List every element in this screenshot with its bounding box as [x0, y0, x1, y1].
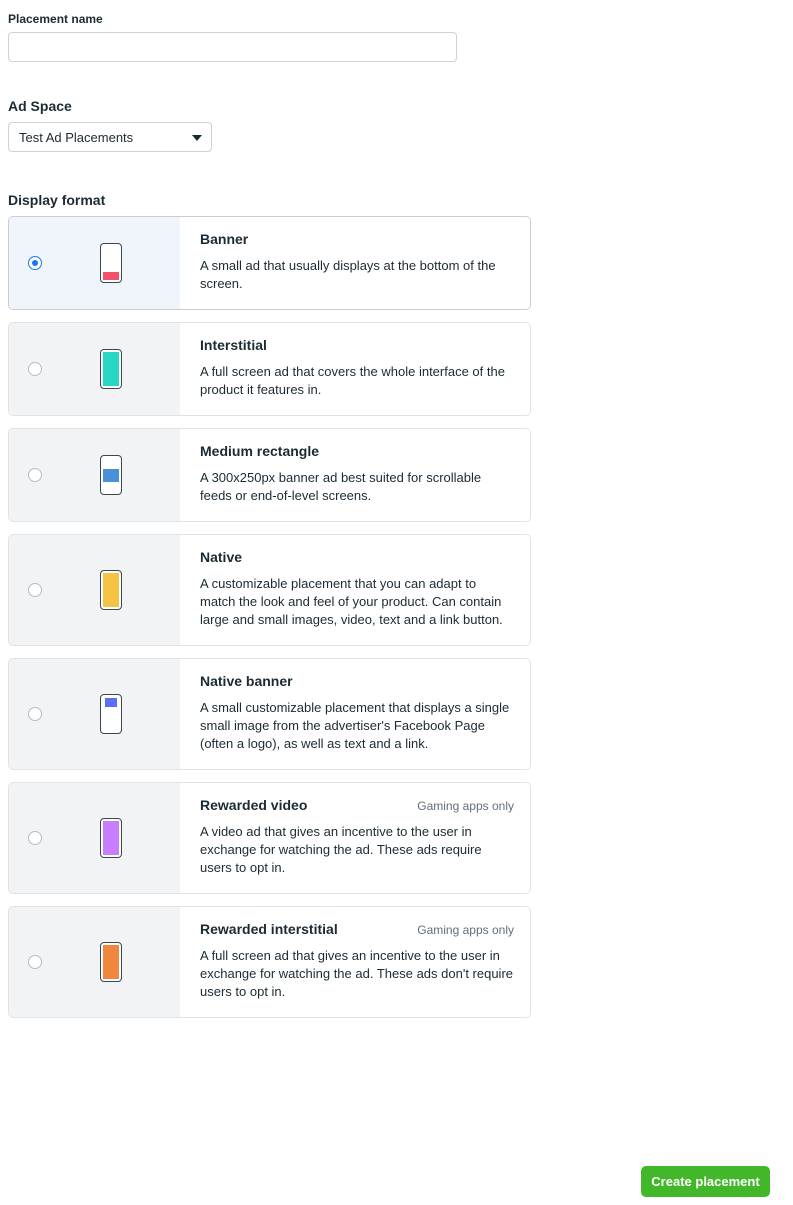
- phone-native-banner-icon: [100, 694, 122, 734]
- option-title-row: [200, 443, 514, 459]
- option-title: Medium rectangle: [200, 443, 320, 459]
- ad-space-selected-value: Test Ad Placements: [19, 129, 134, 145]
- phone-rewarded-interstitial-icon: [100, 942, 122, 982]
- display-format-option[interactable]: [8, 216, 531, 310]
- option-icon-wrap: [42, 942, 180, 982]
- ad-space-select-wrap[interactable]: [8, 122, 212, 152]
- option-content: [180, 323, 530, 415]
- phone-medium-rectangle-icon: [100, 455, 122, 495]
- option-title-row: [200, 549, 514, 565]
- placement-name-field-group: [8, 12, 458, 62]
- option-description: A full screen ad that covers the whole interface of the product it features in.: [200, 364, 505, 397]
- option-title-row: [200, 337, 514, 353]
- display-format-option[interactable]: [8, 428, 531, 522]
- option-content: [180, 217, 530, 309]
- option-radio[interactable]: [28, 362, 42, 376]
- option-description: A video ad that gives an incentive to the user in exchange for watching the ad. These ads require users to opt in.: [200, 824, 482, 875]
- option-title-row: [200, 673, 514, 689]
- option-description: A small customizable placement that displays a single small image from the advertiser's Facebook Page (often a logo), as well as text and a link.: [200, 700, 510, 751]
- option-title: Interstitial: [200, 337, 267, 353]
- placement-name-input[interactable]: [8, 32, 457, 62]
- option-title-row: [200, 797, 514, 813]
- option-content: [180, 659, 530, 769]
- ad-space-field-group: [8, 98, 308, 152]
- phone-rewarded-video-icon: [100, 818, 122, 858]
- option-radio[interactable]: [28, 707, 42, 721]
- option-content: [180, 429, 530, 521]
- option-radio[interactable]: [28, 583, 42, 597]
- display-format-option[interactable]: [8, 906, 531, 1018]
- option-title-row: [200, 231, 514, 247]
- display-format-option-list: [8, 216, 531, 1018]
- option-description: A small ad that usually displays at the bottom of the screen.: [200, 258, 496, 291]
- option-radio[interactable]: [28, 468, 42, 482]
- placement-name-label: Placement name: [8, 12, 103, 26]
- option-title: Rewarded video: [200, 797, 308, 813]
- option-select-area[interactable]: [9, 217, 180, 309]
- option-icon-wrap: [42, 818, 180, 858]
- option-select-area[interactable]: [9, 429, 180, 521]
- ad-space-label: Ad Space: [8, 98, 72, 114]
- display-format-option[interactable]: [8, 782, 531, 894]
- ad-space-select[interactable]: [8, 122, 212, 152]
- option-tag: Gaming apps only: [417, 799, 514, 813]
- option-content: [180, 535, 530, 645]
- option-description: A 300x250px banner ad best suited for scrollable feeds or end-of-level screens.: [200, 470, 482, 503]
- display-format-option[interactable]: [8, 322, 531, 416]
- display-format-group: [8, 192, 531, 1030]
- option-description: A customizable placement that you can adapt to match the look and feel of your product. Can contain large and small images, video, text and a link button.: [200, 576, 503, 627]
- option-icon-wrap: [42, 570, 180, 610]
- display-format-label: Display format: [8, 192, 106, 208]
- option-select-area[interactable]: [9, 535, 180, 645]
- option-select-area[interactable]: [9, 907, 180, 1017]
- option-icon-wrap: [42, 455, 180, 495]
- create-placement-button[interactable]: Create placement: [641, 1166, 770, 1197]
- display-format-option[interactable]: [8, 658, 531, 770]
- option-title: Banner: [200, 231, 249, 247]
- option-radio[interactable]: [28, 256, 42, 270]
- option-content: [180, 783, 530, 893]
- option-select-area[interactable]: [9, 783, 180, 893]
- option-icon-wrap: [42, 349, 180, 389]
- option-radio[interactable]: [28, 831, 42, 845]
- option-title: Native banner: [200, 673, 293, 689]
- option-icon-wrap: [42, 694, 180, 734]
- option-tag: Gaming apps only: [417, 923, 514, 937]
- phone-interstitial-icon: [100, 349, 122, 389]
- option-title: Rewarded interstitial: [200, 921, 338, 937]
- option-select-area[interactable]: [9, 659, 180, 769]
- option-content: [180, 907, 530, 1017]
- option-description: A full screen ad that gives an incentive to the user in exchange for watching the ad. These ads don't require users to opt in.: [200, 948, 514, 999]
- option-title: Native: [200, 549, 243, 565]
- option-icon-wrap: [42, 243, 180, 283]
- display-format-option[interactable]: [8, 534, 531, 646]
- option-select-area[interactable]: [9, 323, 180, 415]
- phone-native-icon: [100, 570, 122, 610]
- phone-banner-icon: [100, 243, 122, 283]
- option-radio[interactable]: [28, 955, 42, 969]
- option-title-row: [200, 921, 514, 937]
